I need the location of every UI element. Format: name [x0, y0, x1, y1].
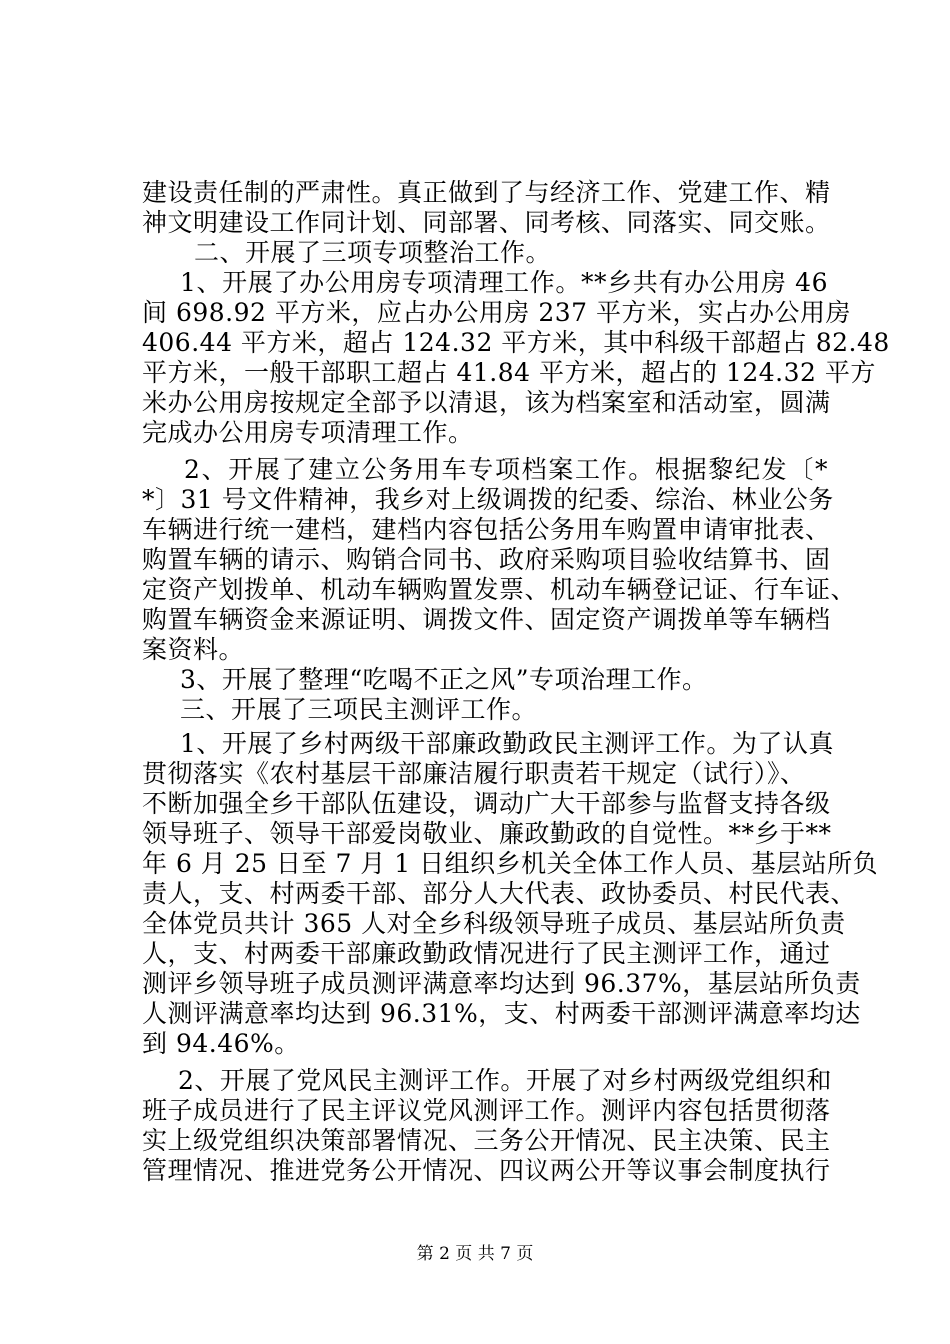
body-line-9: 完成办公用房专项清理工作。	[142, 418, 474, 447]
body-line-1: 建设责任制的严肃性。真正做到了与经济工作、党建工作、精	[142, 178, 831, 207]
body-line-25: 全体党员共计 365 人对全乡科级领导班子成员、基层站所负责	[142, 909, 846, 938]
body-line-7: 平方米，一般干部职工超占 41.84 平方米，超占的 124.32 平方	[142, 358, 876, 387]
body-line-10: 2、开展了建立公务用车专项档案工作。根据黎纪发〔*	[184, 455, 828, 484]
body-line-31: 班子成员进行了民主评议党风测评工作。测评内容包括贯彻落	[142, 1096, 831, 1125]
body-line-21: 不断加强全乡干部队伍建设，调动广大干部参与监督支持各级	[142, 789, 831, 818]
body-line-22: 领导班子、领导干部爱岗敬业、廉政勤政的自觉性。**乡于**	[142, 819, 832, 848]
body-line-14: 定资产划拨单、机动车辆购置发票、机动车辆登记证、行车证、	[142, 575, 857, 604]
body-line-27: 测评乡领导班子成员测评满意率均达到 96.37%，基层站所负责	[142, 969, 861, 998]
body-line-19: 1、开展了乡村两级干部廉政勤政民主测评工作。为了认真	[180, 729, 834, 758]
body-line-32: 实上级党组织决策部署情况、三务公开情况、民主决策、民主	[142, 1126, 831, 1155]
body-line-17: 3、开展了整理“吃喝不正之风”专项治理工作。	[180, 665, 708, 694]
body-line-28: 人测评满意率均达到 96.31%，支、村两委干部测评满意率均达	[142, 999, 861, 1028]
body-line-2: 神文明建设工作同计划、同部署、同考核、同落实、同交账。	[142, 208, 831, 237]
section-heading-3: 三、开展了三项民主测评工作。	[180, 695, 538, 724]
body-line-5: 间 698.92 平方米，应占办公用房 237 平方米，实占办公用房	[142, 298, 851, 327]
body-line-26: 人，支、村两委干部廉政勤政情况进行了民主测评工作，通过	[142, 939, 831, 968]
body-line-4: 1、开展了办公用房专项清理工作。**乡共有办公用房 46	[180, 268, 828, 297]
body-line-11: *〕31 号文件精神，我乡对上级调拨的纪委、综治、林业公务	[142, 485, 834, 514]
body-line-20: 贯彻落实《农村基层干部廉洁履行职责若干规定（试行）》、	[142, 759, 806, 788]
body-line-15: 购置车辆资金来源证明、调拨文件、固定资产调拨单等车辆档	[142, 605, 831, 634]
body-line-12: 车辆进行统一建档，建档内容包括公务用车购置申请审批表、	[142, 515, 831, 544]
body-line-33: 管理情况、推进党务公开情况、四议两公开等议事会制度执行	[142, 1156, 831, 1185]
body-line-6: 406.44 平方米，超占 124.32 平方米，其中科级干部超占 82.48	[142, 328, 890, 357]
body-line-8: 米办公用房按规定全部予以清退，该为档案室和活动室，圆满	[142, 388, 831, 417]
section-heading-2: 二、开展了三项专项整治工作。	[194, 238, 552, 267]
body-line-16: 案资料。	[142, 635, 245, 664]
body-line-30: 2、开展了党风民主测评工作。开展了对乡村两级党组织和	[178, 1066, 832, 1095]
body-line-24: 责人，支、村两委干部、部分人大代表、政协委员、村民代表、	[142, 879, 857, 908]
body-line-13: 购置车辆的请示、购销合同书、政府采购项目验收结算书、固	[142, 545, 831, 574]
body-line-23: 年 6 月 25 日至 7 月 1 日组织乡机关全体工作人员、基层站所负	[142, 849, 879, 878]
body-line-29: 到 94.46%。	[142, 1029, 300, 1058]
page-footer: 第 2 页 共 7 页	[416, 1244, 534, 1264]
